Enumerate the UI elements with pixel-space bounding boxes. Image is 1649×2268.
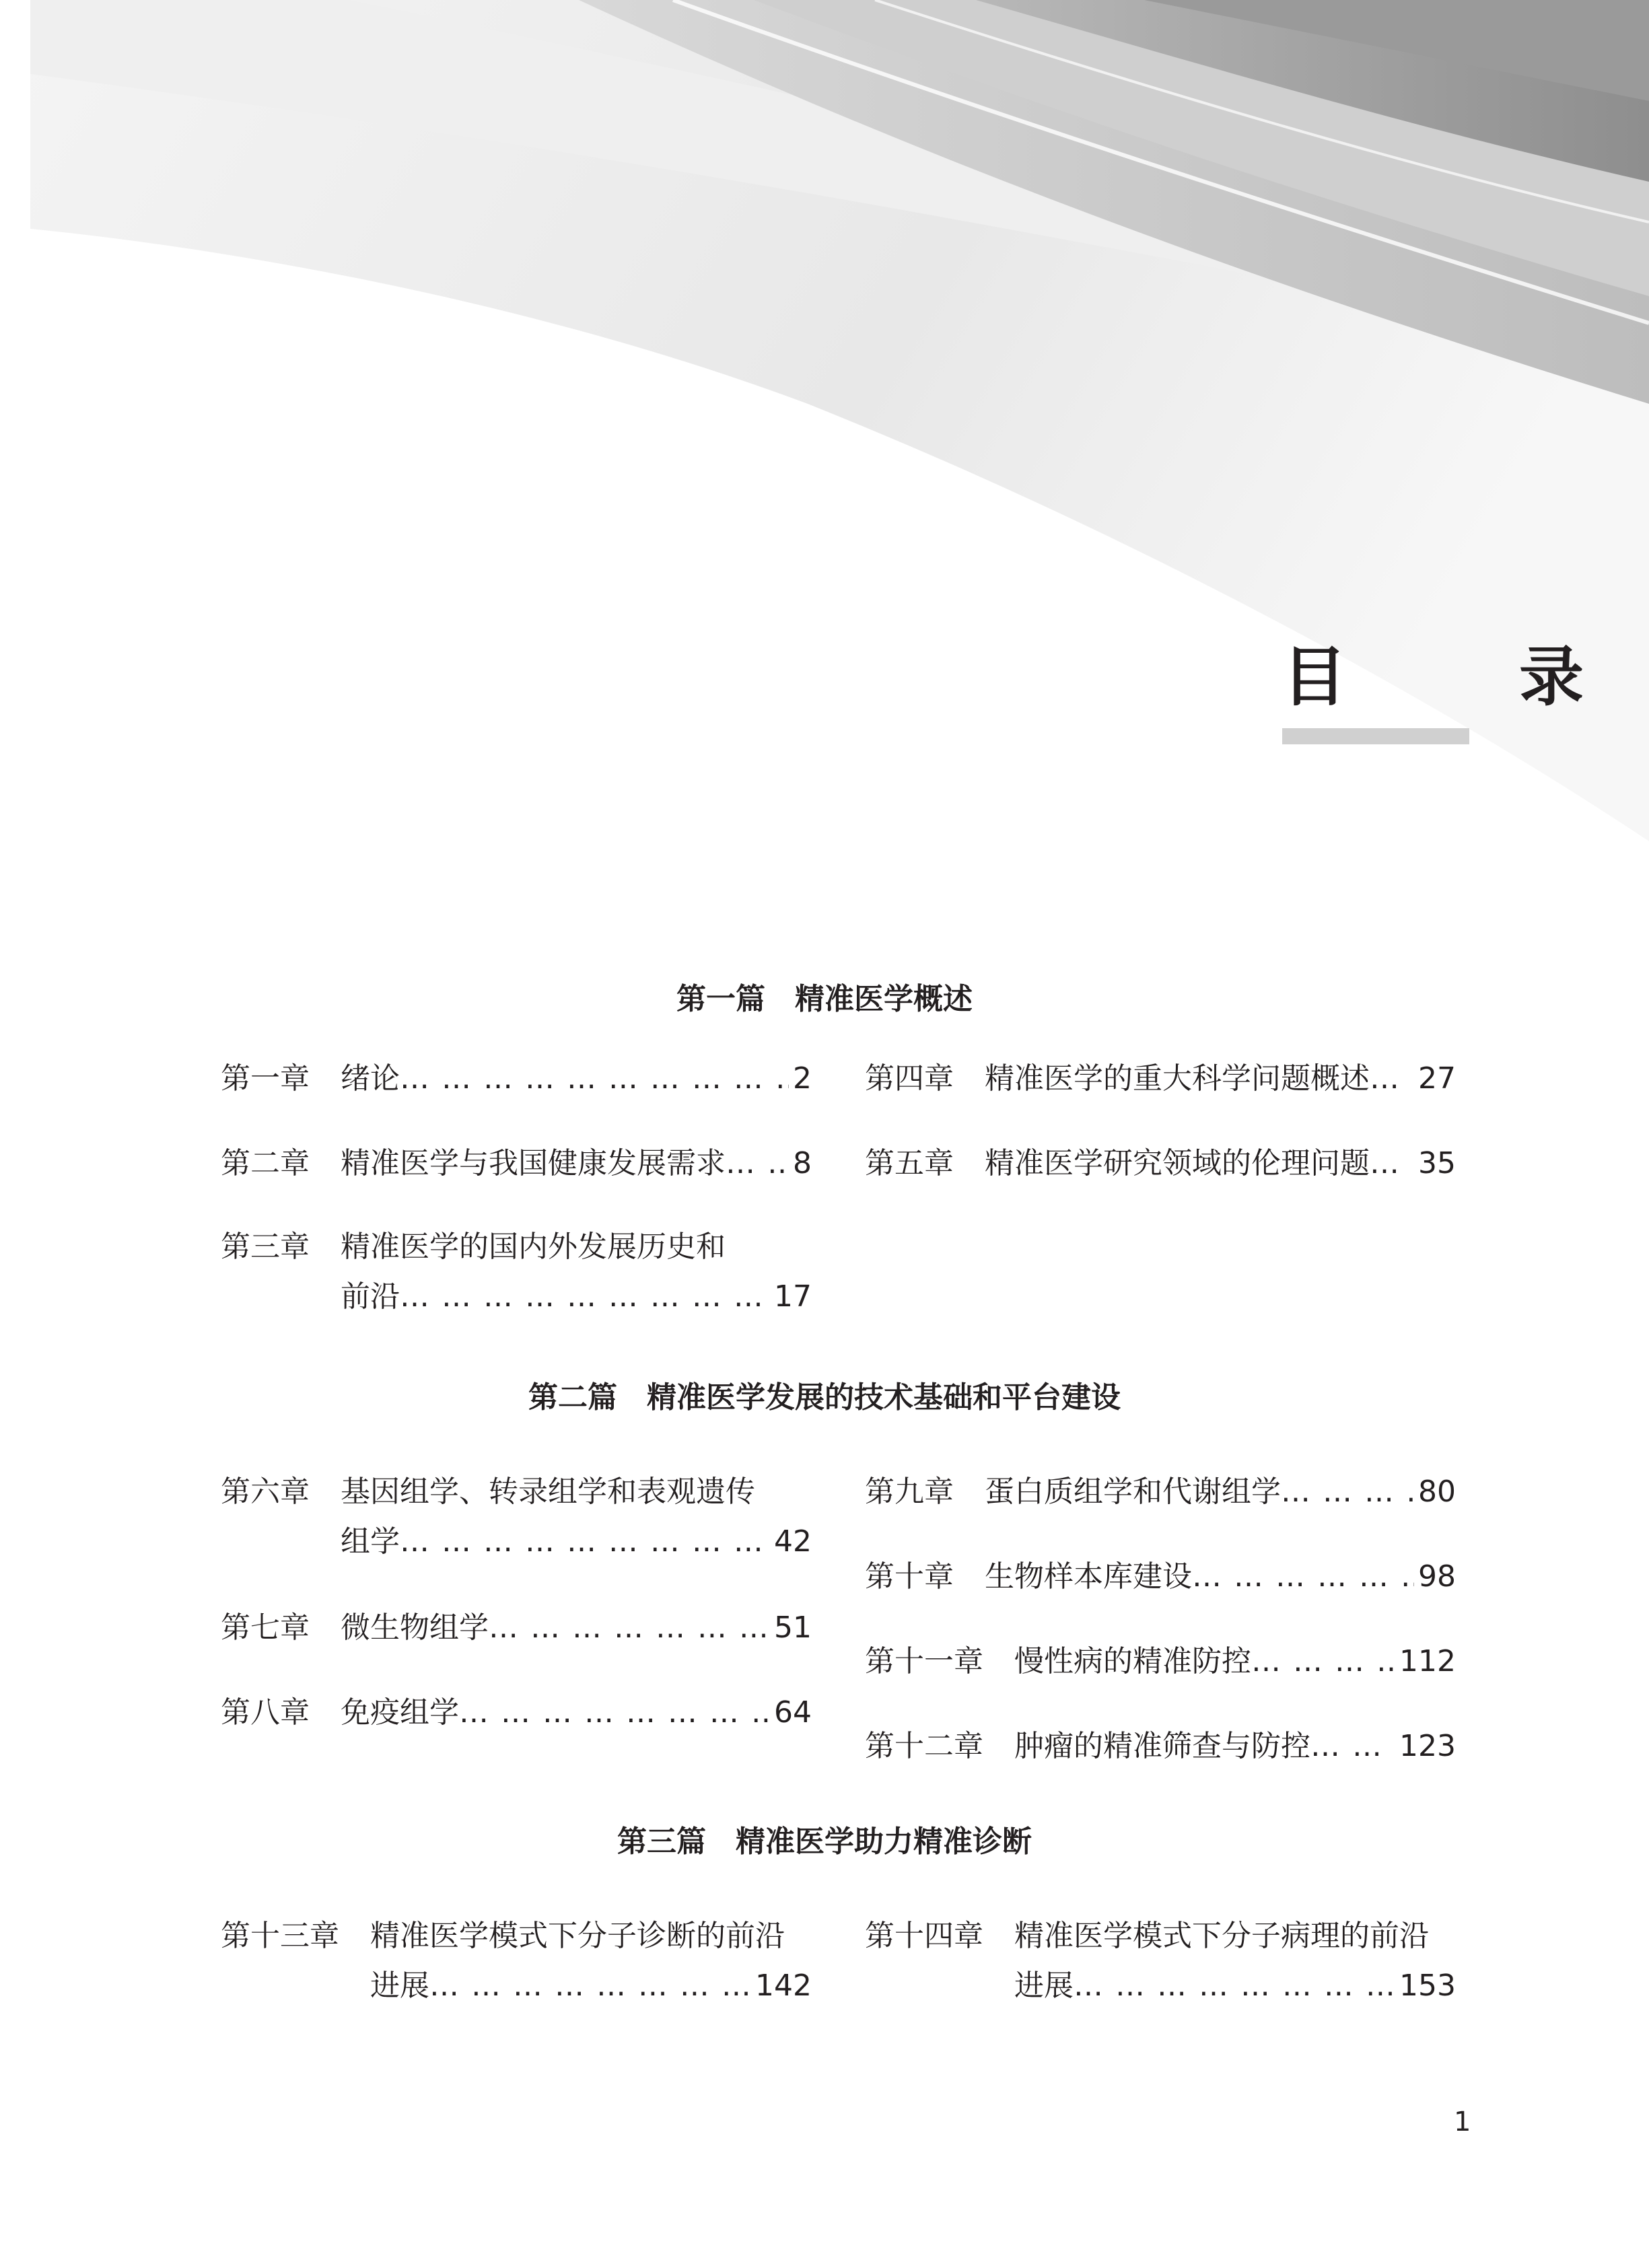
chapter-title: 精准医学模式下分子病理的前沿 bbox=[1014, 1919, 1429, 1953]
chapter-title: 肿瘤的精准筛查与防控 bbox=[1014, 1729, 1310, 1763]
toc-entry[interactable] bbox=[221, 1226, 812, 1318]
dot-leader bbox=[1192, 1556, 1414, 1598]
chapter-title: 精准医学研究领域的伦理问题 bbox=[985, 1146, 1370, 1180]
chapter-number: 第十三章 bbox=[221, 1919, 339, 1953]
chapter-title: 精准医学模式下分子诊断的前沿 bbox=[370, 1919, 785, 1953]
page-ref: 8 bbox=[793, 1146, 812, 1180]
page-ref: 80 bbox=[1418, 1475, 1456, 1509]
page-ref: 2 bbox=[793, 1061, 812, 1096]
toc-entry[interactable] bbox=[865, 1143, 1456, 1184]
page-ref: 27 bbox=[1418, 1061, 1456, 1096]
chapter-number: 第四章 bbox=[865, 1061, 954, 1096]
dot-leader bbox=[400, 1276, 770, 1318]
dot-leader bbox=[1370, 1143, 1414, 1184]
dot-leader bbox=[400, 1058, 789, 1100]
dot-leader bbox=[1370, 1058, 1414, 1100]
toc-entry[interactable] bbox=[221, 1692, 812, 1734]
chapter-title: 精准医学的国内外发展历史和 bbox=[341, 1230, 726, 1264]
toc-entry[interactable] bbox=[865, 1915, 1456, 2007]
chapter-title: 精准医学与我国健康发展需求 bbox=[341, 1146, 726, 1180]
chapter-number: 第八章 bbox=[221, 1695, 310, 1730]
page-title: 目 录 bbox=[1282, 639, 1638, 715]
chapter-number: 第三章 bbox=[221, 1230, 310, 1264]
toc-entry[interactable] bbox=[221, 1471, 812, 1563]
part-heading: 第二篇 精准医学发展的技术基础和平台建设 bbox=[528, 1380, 1121, 1415]
chapter-title: 生物样本库建设 bbox=[985, 1559, 1192, 1594]
chapter-number: 第十一章 bbox=[865, 1644, 983, 1678]
toc-entry[interactable] bbox=[221, 1607, 812, 1649]
chapter-title: 慢性病的精准防控 bbox=[1014, 1644, 1251, 1678]
page-ref: 35 bbox=[1418, 1146, 1456, 1180]
page-ref: 51 bbox=[774, 1610, 812, 1645]
toc-entry[interactable] bbox=[221, 1915, 812, 2007]
chapter-title: 蛋白质组学和代谢组学 bbox=[985, 1475, 1281, 1509]
dot-leader bbox=[726, 1143, 789, 1184]
page-ref: 153 bbox=[1399, 1969, 1456, 2003]
dot-leader bbox=[489, 1607, 770, 1649]
chapter-number: 第一章 bbox=[221, 1061, 310, 1096]
dot-leader bbox=[1074, 1965, 1395, 2007]
chapter-number: 第六章 bbox=[221, 1475, 310, 1509]
page-ref: 64 bbox=[774, 1695, 812, 1730]
page-ref: 112 bbox=[1399, 1644, 1456, 1678]
page-ref: 142 bbox=[755, 1969, 812, 2003]
chapter-title: 微生物组学 bbox=[341, 1610, 489, 1645]
page-number: 1 bbox=[1454, 2106, 1471, 2137]
dot-leader bbox=[459, 1692, 770, 1734]
toc-entry[interactable] bbox=[221, 1058, 812, 1100]
toc-entry[interactable] bbox=[865, 1471, 1456, 1513]
chapter-number: 第十四章 bbox=[865, 1919, 983, 1953]
toc-entry[interactable] bbox=[221, 1143, 812, 1184]
chapter-number: 第五章 bbox=[865, 1146, 954, 1180]
page-ref: 98 bbox=[1418, 1559, 1456, 1594]
dot-leader bbox=[1281, 1471, 1414, 1513]
chapter-title-continuation: 进展 bbox=[1014, 1969, 1074, 2003]
title-underline-bar bbox=[1282, 728, 1469, 744]
toc-entry[interactable] bbox=[865, 1556, 1456, 1598]
page-ref: 17 bbox=[774, 1279, 812, 1314]
chapter-title-continuation: 进展 bbox=[370, 1969, 429, 2003]
chapter-title-continuation: 前沿 bbox=[341, 1279, 400, 1314]
dot-leader bbox=[400, 1521, 770, 1563]
chapter-title: 绪论 bbox=[341, 1061, 400, 1096]
dot-leader bbox=[1251, 1641, 1395, 1682]
chapter-title-continuation: 组学 bbox=[341, 1524, 400, 1559]
page-ref: 42 bbox=[774, 1524, 812, 1559]
part-heading: 第三篇 精准医学助力精准诊断 bbox=[617, 1824, 1032, 1859]
chapter-title: 精准医学的重大科学问题概述 bbox=[985, 1061, 1370, 1096]
dot-leader bbox=[429, 1965, 751, 2007]
toc-entry[interactable] bbox=[865, 1641, 1456, 1682]
chapter-number: 第十章 bbox=[865, 1559, 954, 1594]
toc-entry[interactable] bbox=[865, 1726, 1456, 1767]
chapter-number: 第十二章 bbox=[865, 1729, 983, 1763]
chapter-number: 第九章 bbox=[865, 1475, 954, 1509]
page-ref: 123 bbox=[1399, 1729, 1456, 1763]
chapter-title: 基因组学、转录组学和表观遗传 bbox=[341, 1475, 755, 1509]
toc-entry[interactable] bbox=[865, 1058, 1456, 1100]
chapter-number: 第七章 bbox=[221, 1610, 310, 1645]
part-heading: 第一篇 精准医学概述 bbox=[676, 982, 973, 1016]
chapter-title: 免疫组学 bbox=[341, 1695, 459, 1730]
dot-leader bbox=[1310, 1726, 1395, 1767]
chapter-number: 第二章 bbox=[221, 1146, 310, 1180]
